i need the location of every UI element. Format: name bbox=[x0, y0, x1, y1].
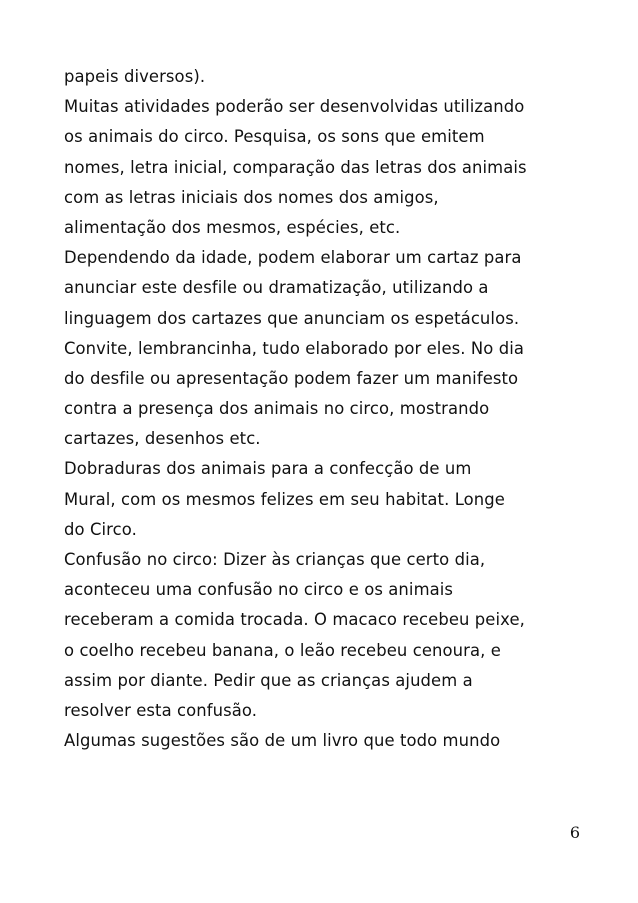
text-line: Algumas sugestões são de um livro que todo mundo bbox=[64, 731, 501, 751]
text-line: com as letras iniciais dos nomes dos amigos, bbox=[64, 187, 439, 207]
text-line: cartazes, desenhos etc. bbox=[64, 429, 261, 449]
text-line: receberam a comida trocada. O macaco recebeu peixe, bbox=[64, 610, 525, 630]
page-number: 6 bbox=[569, 823, 580, 842]
text-line: do desfile ou apresentação podem fazer um manifesto bbox=[64, 368, 519, 388]
text-line: contra a presença dos animais no circo, mostrando bbox=[64, 399, 490, 419]
text-line: linguagem dos cartazes que anunciam os espetáculos. bbox=[64, 308, 520, 328]
text-line: anunciar este desfile ou dramatização, utilizando a bbox=[64, 278, 489, 298]
text-line: Dependendo da idade, podem elaborar um cartaz para bbox=[64, 248, 522, 268]
text-line: aconteceu uma confusão no circo e os animais bbox=[64, 580, 454, 600]
text-line: o coelho recebeu banana, o leão recebeu cenoura, e bbox=[64, 640, 501, 660]
text-line: Convite, lembrancinha, tudo elaborado por eles. No dia bbox=[64, 338, 524, 358]
text-line: alimentação dos mesmos, espécies, etc. bbox=[64, 217, 401, 237]
text-line: resolver esta confusão. bbox=[64, 700, 258, 720]
text-line: nomes, letra inicial, comparação das letras dos animais bbox=[64, 157, 527, 177]
text-line: assim por diante. Pedir que as crianças ajudem a bbox=[64, 670, 473, 690]
text-line: Dobraduras dos animais para a confecção de um bbox=[64, 459, 472, 479]
text-line: do Circo. bbox=[64, 519, 137, 539]
text-line: Muitas atividades poderão ser desenvolvidas utilizando bbox=[64, 97, 525, 117]
text-line: Mural, com os mesmos felizes em seu habitat. Longe bbox=[64, 489, 505, 509]
body-text bbox=[64, 62, 584, 756]
text-line: Confusão no circo: Dizer às crianças que certo dia, bbox=[64, 550, 486, 569]
text-line: os animais do circo. Pesquisa, os sons que emitem bbox=[64, 127, 485, 147]
text-line: papeis diversos). bbox=[64, 67, 206, 86]
